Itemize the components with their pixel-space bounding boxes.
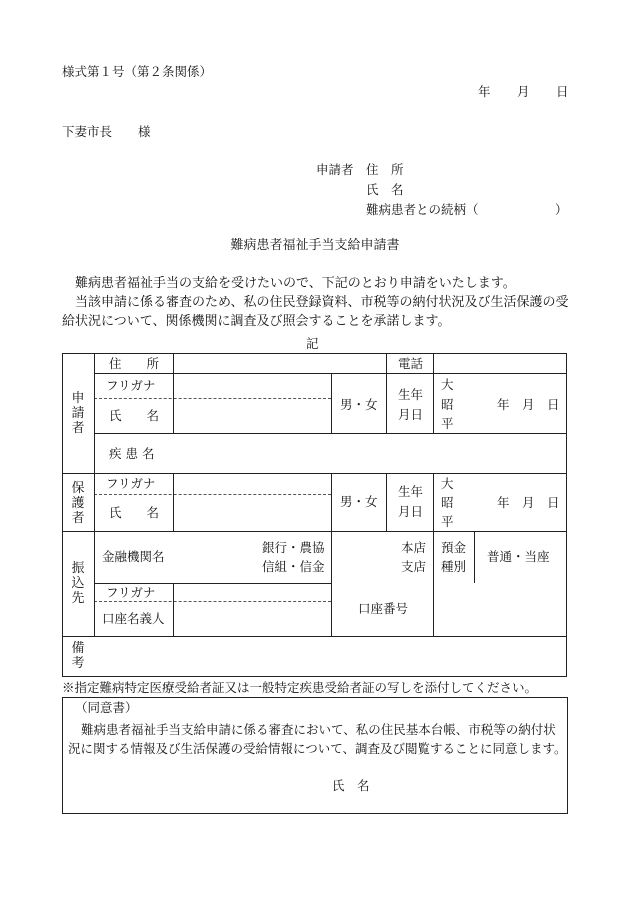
applicant-birth-ymd: 年 月 日 xyxy=(497,397,560,412)
form-number: 様式第１号（第２条関係） xyxy=(62,64,213,79)
account-number-label: 口座番号 xyxy=(358,601,409,616)
document-title: 難病患者福祉手当支給申請書 xyxy=(230,238,400,253)
applicant-furigana-label: フリガナ xyxy=(106,378,156,393)
guardian-era-showa: 昭 xyxy=(441,495,454,510)
consent-body: 難病患者福祉手当支給申請に係る審査において、私の住民基本台帳、市税等の納付状況に関する情報及び生活保護の受給情報について、調査及び閲覧することに同意します。 xyxy=(68,722,567,756)
section-applicant: 申 請 者 xyxy=(71,391,85,436)
deposit-type-option: 普通・当座 xyxy=(487,549,550,564)
consent-title: （同意書） xyxy=(75,700,138,715)
intro-paragraph-1: 難病患者福祉手当の支給を受けたいので、下記のとおり申請をいたします。 xyxy=(75,276,516,291)
guardian-era-heisei: 平 xyxy=(441,514,454,529)
applicant-name-label: 氏 名 xyxy=(366,182,404,197)
phone-label: 電話 xyxy=(398,356,424,371)
applicant-birth-label-1: 生年 xyxy=(398,387,424,402)
bank-type-1: 銀行・農協 xyxy=(262,540,325,555)
branch-main: 本店 xyxy=(401,540,427,555)
date-month-label: 月 xyxy=(517,84,530,99)
bank-type-2: 信組・信金 xyxy=(262,559,325,574)
applicant-era-taisho: 大 xyxy=(441,377,454,392)
consent-name-label: 氏 名 xyxy=(332,778,370,793)
intro-paragraph-2: 当該申請に係る審査のため、私の住民登録資料、市税等の納付状況及び生活保護の受給状況について、関係機関に調査及び照会することを承諾します。 xyxy=(62,295,569,329)
attachment-note: ※指定難病特定医療受給者証又は一般特定疾患受給者証の写しを添付してください。 xyxy=(62,680,538,695)
ki-label: 記 xyxy=(306,336,319,351)
applicant-label: 申請者 xyxy=(316,162,354,177)
section-remarks: 備 考 xyxy=(71,641,85,671)
disease-label: 疾 患 名 xyxy=(109,446,155,461)
guardian-furigana-label: フリガナ xyxy=(106,476,156,491)
applicant-name-field-label: 氏 名 xyxy=(109,408,160,423)
guardian-era-taisho: 大 xyxy=(441,476,454,491)
deposit-label-1: 預金 xyxy=(441,540,467,555)
applicant-sex-option: 男・女 xyxy=(340,397,378,412)
account-holder-label: 口座名義人 xyxy=(102,611,165,626)
date-day-label: 日 xyxy=(556,84,569,99)
addressee-honorific: 様 xyxy=(138,124,151,139)
holder-furigana-label: フリガナ xyxy=(106,585,156,600)
applicant-birth-label-2: 月日 xyxy=(398,407,424,422)
relation-label: 難病患者との続柄（ xyxy=(366,202,479,217)
applicant-era-showa: 昭 xyxy=(441,397,454,412)
guardian-birth-label-1: 生年 xyxy=(398,484,424,499)
relation-close: ） xyxy=(555,202,568,217)
address-label: 住 所 xyxy=(109,356,160,371)
date-year-label: 年 xyxy=(478,84,491,99)
guardian-birth-ymd: 年 月 日 xyxy=(497,495,560,510)
applicant-address-label: 住 所 xyxy=(366,162,404,177)
guardian-sex-option: 男・女 xyxy=(340,494,378,509)
applicant-era-heisei: 平 xyxy=(441,416,454,431)
section-guardian: 保 護 者 xyxy=(71,481,85,526)
addressee: 下妻市長 xyxy=(62,124,113,139)
guardian-birth-label-2: 月日 xyxy=(398,504,424,519)
guardian-name-label: 氏 名 xyxy=(109,505,160,520)
section-transfer: 振 込 先 xyxy=(71,561,85,606)
bank-name-label: 金融機関名 xyxy=(102,549,165,564)
deposit-label-2: 種別 xyxy=(441,559,467,574)
branch-sub: 支店 xyxy=(401,559,427,574)
